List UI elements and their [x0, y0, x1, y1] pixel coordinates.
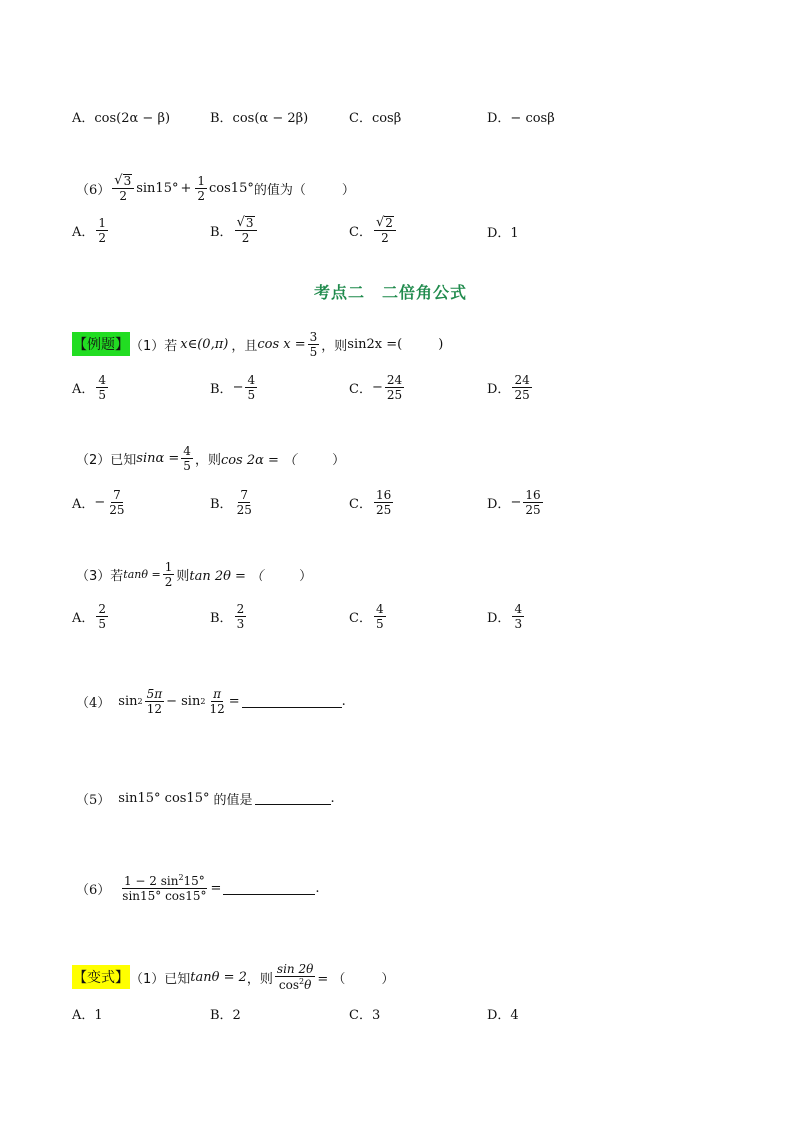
variant-q1-stem: 【变式】 （1）已知 tanθ = 2 ，则 $\frac{\sin 2\theta}{\cos^2\theta}$ = （ ） [73, 962, 395, 992]
answer-blank[interactable] [255, 792, 331, 805]
variant-q1-option-d: D．4 [487, 1008, 519, 1023]
answer-blank[interactable] [223, 882, 315, 895]
prev-q6-stem: （6） √ 3 2 sin15° + $\frac{1}{2}$ cos15° 的值为（ ） [76, 173, 355, 203]
example-q2-stem: （2）已知 sinα = $\frac{4}{5}$ ，则 cos 2α = （ ） [76, 443, 346, 473]
example-tag: 【例题】 [72, 332, 130, 356]
example-q2-option-b: B． $\frac{7}{25}$ [210, 487, 252, 517]
one-half: $\frac{1}{2}$ [197, 173, 206, 203]
example-q1-stem: 【例题】 （1）若 x∈(0,π) ，且 cos x = $\frac{3}{5}$ ，则 sin2x =( ) [73, 329, 444, 359]
variant-tag: 【变式】 [72, 965, 130, 989]
example-q3-option-c: C． $\frac{4}{5}$ [349, 601, 384, 631]
prev-q6-option-d: D．1 [487, 226, 519, 241]
example-q5: （5） sin15° cos15° 的值是 . [76, 790, 335, 808]
example-q2-option-c: C． $\frac{16}{25}$ [349, 487, 392, 517]
example-q3-stem: （3）若 tanθ = $\frac{1}{2}$ 则 tan 2θ = （ ） [76, 559, 313, 589]
section-title: 考点二 二倍角公式 [314, 283, 468, 302]
prev-option-c: C．cosβ [349, 111, 402, 126]
prev-option-a: A．cos(2α − β) [72, 111, 171, 126]
prev-q6-option-b: B． √ 3 2 [210, 212, 259, 248]
example-q1-option-a: A． $\frac{4}{5}$ [72, 372, 107, 402]
prev-q6-option-a: A． $\frac{1}{2}$ [72, 215, 107, 245]
example-q2-option-a: A． − $\frac{7}{25}$ [72, 487, 125, 517]
example-q1-option-c: C． − $\frac{24}{25}$ [349, 372, 403, 402]
prev-option-d: D．− cosβ [487, 111, 555, 126]
example-q4: （4） sin 2 $\frac{5\pi}{12}$ − sin 2 $\frac{\pi}{12}$ = . [76, 686, 346, 716]
example-q1-option-d: D． $\frac{24}{25}$ [487, 372, 530, 402]
example-q3-option-b: B． $\frac{2}{3}$ [210, 601, 245, 631]
example-q3-option-a: A． $\frac{2}{5}$ [72, 601, 107, 631]
variant-q1-option-a: A．1 [72, 1008, 103, 1023]
sqrt3-over-2: √ 3 2 [112, 174, 134, 202]
example-q6: （6） $\frac{1 - 2 \sin^215^\circ}{\sin 15^\circ \cos 15^\circ}$ = . [76, 873, 320, 903]
prev-q6-option-c: C． √ 2 2 [349, 212, 398, 248]
example-q3-option-d: D． $\frac{4}{3}$ [487, 601, 523, 631]
example-q1-option-b: B． − $\frac{4}{5}$ [210, 372, 256, 402]
example-q2-option-d: D． − $\frac{16}{25}$ [487, 487, 541, 517]
variant-q1-option-c: C．3 [349, 1008, 381, 1023]
variant-q1-option-b: B．2 [210, 1008, 241, 1023]
answer-blank[interactable] [242, 695, 342, 708]
prev-option-b: B．cos(α − 2β) [210, 111, 309, 126]
